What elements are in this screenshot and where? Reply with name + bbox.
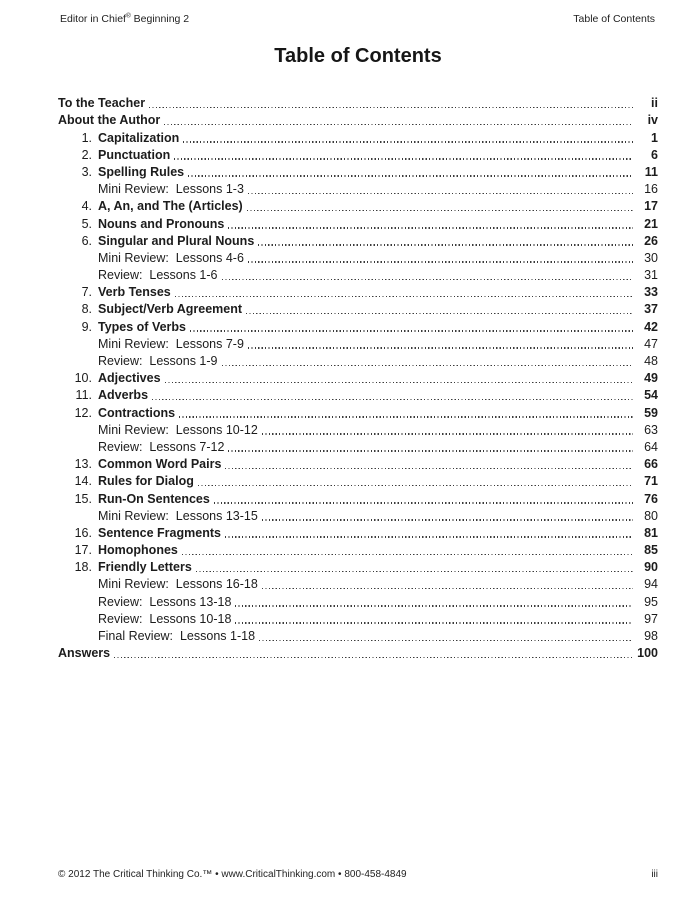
toc-entry-number: 9. <box>81 319 92 334</box>
toc-entry <box>58 541 658 558</box>
toc-entry-label: Capitalization <box>98 130 180 145</box>
toc-entry <box>58 575 658 592</box>
toc-entry-label: Mini Review: Lessons 4-6 <box>98 250 244 265</box>
dot-leader <box>262 588 633 590</box>
toc-entry-page: 47 <box>644 336 658 351</box>
dot-leader <box>225 536 633 538</box>
toc-entry-page: 80 <box>644 508 658 523</box>
toc-entry-page: 1 <box>651 130 658 145</box>
dot-leader <box>222 279 633 281</box>
dot-leader <box>228 450 633 452</box>
toc-entry-number: 5. <box>81 216 92 231</box>
page-header <box>60 13 655 25</box>
toc-entry <box>58 558 658 575</box>
toc-entry-number: 15. <box>74 491 92 506</box>
toc-entry-label: Subject/Verb Agreement <box>98 302 243 317</box>
dot-leader <box>182 554 633 556</box>
dot-leader <box>248 347 633 349</box>
toc-entry-label: Adverbs <box>98 388 149 403</box>
toc-entry-page: 63 <box>644 422 658 437</box>
toc-entry-label: Friendly Letters <box>98 560 192 575</box>
toc-entry-number: 4. <box>81 199 92 214</box>
toc-entry-label: Answers <box>58 646 111 661</box>
toc-entry <box>58 180 658 197</box>
copyright-text: © 2012 The Critical Thinking Co.™ • www.CriticalThinking.com • 800-458-4849 <box>58 869 407 880</box>
dot-leader <box>228 227 633 229</box>
toc-entry-label: Punctuation <box>98 147 171 162</box>
toc-entry-label: Mini Review: Lessons 1-3 <box>98 182 244 197</box>
dot-leader <box>179 416 633 418</box>
header-book-title-suffix: Beginning 2 <box>130 13 190 25</box>
dot-leader <box>183 141 633 143</box>
dot-leader <box>152 399 633 401</box>
toc-entry-page: 54 <box>644 388 658 403</box>
toc-entry-page: 31 <box>644 268 658 283</box>
toc-entry <box>58 249 658 266</box>
toc-entry-label: Review: Lessons 1-9 <box>98 354 218 368</box>
toc-entry <box>58 266 658 283</box>
toc-entry-label: Verb Tenses <box>98 285 171 300</box>
toc-entry-label: Homophones <box>98 543 178 558</box>
dot-leader <box>248 193 633 195</box>
toc-entry-label: A, An, and The (Articles) <box>98 199 243 214</box>
toc-entry <box>58 644 658 661</box>
toc-entry <box>58 524 658 541</box>
toc-entry-label: Nouns and Pronouns <box>98 216 225 231</box>
toc-entry-label: Review: Lessons 7-12 <box>98 439 225 454</box>
toc-entry <box>58 300 658 317</box>
toc-entry-label: Spelling Rules <box>98 164 185 179</box>
header-book-title <box>60 13 189 25</box>
toc-entry-page: 21 <box>644 216 658 231</box>
dot-leader <box>149 107 633 109</box>
dot-leader <box>262 433 633 435</box>
toc-entry-page: 49 <box>644 371 658 386</box>
toc-entry-page: 26 <box>644 233 658 248</box>
toc-entry-label: Rules for Dialog <box>98 474 194 489</box>
toc-entry <box>58 386 658 403</box>
registered-trademark-mark: ® <box>125 12 131 20</box>
toc-entry-label: Mini Review: Lessons 13-15 <box>98 508 258 523</box>
toc-entry <box>58 214 658 231</box>
toc-entry <box>58 369 658 386</box>
toc-entry-page: 17 <box>644 199 658 214</box>
dot-leader <box>174 158 633 160</box>
toc-entry <box>58 472 658 489</box>
toc-entry-label: To the Teacher <box>58 96 146 111</box>
toc-entry-page: 30 <box>644 250 658 265</box>
toc-entry-label: Review: Lessons 1-6 <box>98 268 218 283</box>
toc-entry <box>58 283 658 300</box>
dot-leader <box>235 622 633 624</box>
toc-entry <box>58 507 658 524</box>
toc-entry-number: 1. <box>81 130 92 145</box>
dot-leader <box>235 605 633 607</box>
dot-leader <box>262 519 633 521</box>
toc-entry <box>58 197 658 214</box>
dot-leader <box>190 330 633 332</box>
dot-leader <box>259 640 633 642</box>
toc-entry-label: Review: Lessons 13-18 <box>98 594 232 609</box>
toc-entry-number: 14. <box>74 474 92 489</box>
toc-entry-number: 11. <box>75 388 92 403</box>
page-title: Table of Contents <box>274 45 442 67</box>
toc-entry-label: Singular and Plural Nouns <box>98 233 255 248</box>
header-book-title-text: Editor in Chief <box>60 13 126 25</box>
toc-entry-label: About the Author <box>58 113 161 128</box>
toc-entry-page: 64 <box>644 439 658 454</box>
toc-entry-label: Adjectives <box>98 371 161 386</box>
toc-entry-label: Sentence Fragments <box>98 525 221 540</box>
toc-entry-label: Common Word Pairs <box>98 457 222 472</box>
toc-entry <box>58 489 658 506</box>
toc-entry-number: 2. <box>81 147 92 162</box>
toc-entry <box>58 146 658 163</box>
toc-entry <box>58 94 658 111</box>
toc-entry <box>58 111 658 128</box>
toc-entry-page: iv <box>647 113 658 128</box>
toc-entry-label: Mini Review: Lessons 10-12 <box>98 422 258 437</box>
toc-entry-label: Review: Lessons 10-18 <box>98 611 232 626</box>
toc-entry-number: 6. <box>81 233 92 248</box>
header-section-label: Table of Contents <box>573 13 655 25</box>
toc-entry-page: 71 <box>644 474 658 489</box>
toc-entry <box>58 232 658 249</box>
dot-leader <box>196 571 633 573</box>
toc-entry-number: 8. <box>81 302 92 317</box>
toc-entry-page: 33 <box>644 285 658 300</box>
toc-entry <box>58 592 658 609</box>
toc-entry-label: Mini Review: Lessons 7-9 <box>98 336 244 351</box>
dot-leader <box>175 296 633 298</box>
toc-entry-number: 3. <box>81 164 92 179</box>
toc-entry-page: 100 <box>637 646 658 661</box>
dot-leader <box>247 210 633 212</box>
toc-entry-page: 59 <box>644 405 658 420</box>
toc-entry-number: 7. <box>81 285 92 300</box>
toc-entry-number: 10. <box>74 371 92 386</box>
dot-leader <box>198 485 633 487</box>
toc-entry-page: 42 <box>644 319 658 334</box>
toc-entry-label: Contractions <box>98 405 176 420</box>
toc-entry <box>58 438 658 455</box>
toc-entry-label: Run-On Sentences <box>98 491 210 506</box>
toc-entry-page: 48 <box>644 354 658 368</box>
toc-entry-page: 6 <box>651 147 658 162</box>
toc-entry <box>58 403 658 420</box>
toc-list <box>58 94 658 661</box>
toc-entry <box>58 455 658 472</box>
toc-entry-page: 11 <box>644 164 658 179</box>
dot-leader <box>225 468 633 470</box>
dot-leader <box>164 124 633 126</box>
toc-entry-label: Final Review: Lessons 1-18 <box>98 629 256 643</box>
dot-leader <box>248 261 633 263</box>
toc-entry-page: 76 <box>644 491 658 506</box>
dot-leader <box>222 365 633 367</box>
toc-entry <box>58 163 658 180</box>
toc-entry <box>58 335 658 352</box>
toc-entry <box>58 421 658 438</box>
toc-entry-page: 37 <box>644 302 658 317</box>
toc-entry-page: 90 <box>644 560 658 575</box>
toc-entry-page: 95 <box>644 594 658 609</box>
page-number: iii <box>651 869 658 880</box>
toc-entry <box>58 317 658 334</box>
toc-entry <box>58 128 658 145</box>
toc-entry-label: Types of Verbs <box>98 319 186 334</box>
toc-entry-page: 85 <box>644 543 658 558</box>
toc-entry-page: 94 <box>644 577 658 592</box>
toc-entry <box>58 610 658 627</box>
dot-leader <box>114 657 633 659</box>
toc-entry-label: Mini Review: Lessons 16-18 <box>98 577 258 592</box>
toc-entry-number: 17. <box>74 543 92 558</box>
toc-entry-page: ii <box>651 96 658 111</box>
toc-entry-page: 97 <box>644 611 658 626</box>
toc-entry-number: 18. <box>74 560 92 575</box>
toc-entry-number: 12. <box>74 405 92 420</box>
dot-leader <box>188 175 633 177</box>
toc-entry-number: 13. <box>74 457 92 472</box>
toc-entry-page: 98 <box>644 629 658 643</box>
toc-entry-page: 81 <box>644 525 658 540</box>
page-footer <box>58 869 658 881</box>
dot-leader <box>214 502 633 504</box>
toc-entry-number: 16. <box>74 525 92 540</box>
toc-entry-page: 66 <box>644 457 658 472</box>
toc-entry-page: 16 <box>644 182 658 197</box>
dot-leader <box>165 382 633 384</box>
dot-leader <box>246 313 633 315</box>
toc-entry <box>58 627 658 644</box>
toc-entry <box>58 352 658 369</box>
dot-leader <box>258 244 633 246</box>
